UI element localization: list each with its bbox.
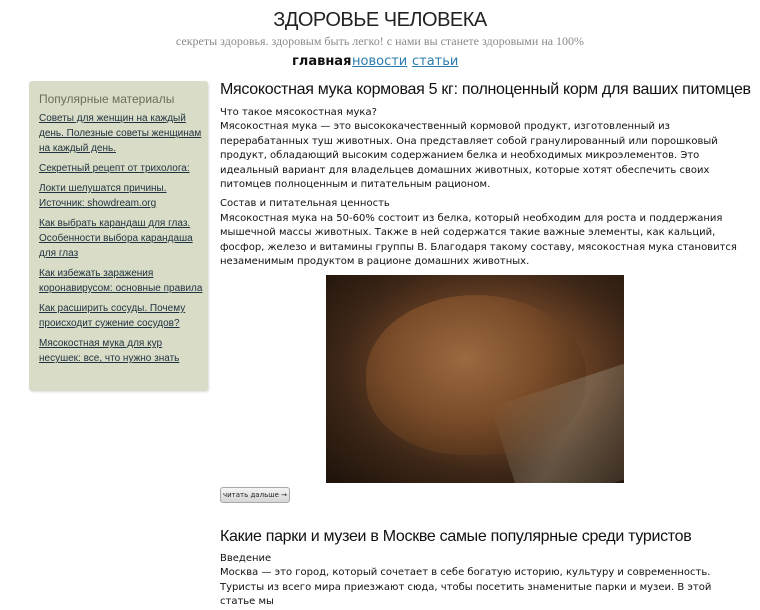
article-paragraph: Мясокостная мука на 50-60% состоит из белка, который необходим для роста и поддержания мышечной массы животных. Также в ней содержатся такие важные элементы, как кальций, фосфор, железо и витамины группы В. Благодаря такому составу, мясокостная мука становится незаменимым продуктом в рационе домашних животных. — [220, 212, 737, 268]
site-tagline: секреты здоровья. здоровым быть легко! с нами вы станете здоровыми на 100% — [175, 34, 585, 48]
article-body — [220, 552, 740, 610]
sidebar-link[interactable]: Мясокостная мука для кур несушек: все, что нужно знать — [39, 338, 180, 364]
nav-item-home[interactable]: главная — [292, 54, 352, 69]
article-paragraph: Мясокостная мука — это высококачественный кормовой продукт, изготовленный из перерабатанных туш животных. Она представляет собой гранулированный или порошковый продукт, обладающий высоким содержанием белка и необходимых микроэлементов. Это идеальный вариант для владельцев домашних животных, которые хотят обеспечить своих питомцев полноценным и питательным рационом. — [220, 121, 718, 191]
article-subheading: Состав и питательная ценность — [220, 198, 390, 210]
sidebar-link[interactable]: Секретный рецепт от трихолога: — [39, 163, 190, 174]
article-paragraph: Москва — это город, который сочетает в себе богатую историю, культуру и современность. Туристы из всего мира приезжают сюда, чтобы посетить знаменитые парки и музеи. В этой статье мы — [220, 567, 712, 608]
sidebar-list — [39, 111, 203, 371]
sidebar-link[interactable]: Как выбрать карандаш для глаз. Особенности выбора карандаша для глаз — [39, 218, 193, 259]
main-content — [220, 81, 751, 608]
article-image — [326, 275, 624, 483]
nav-item-news[interactable]: новости — [352, 54, 408, 69]
sidebar-link[interactable]: Как избежать заражения коронавирусом: основные правила — [39, 268, 203, 294]
sidebar-popular — [29, 81, 208, 391]
article-title[interactable]: Какие парки и музеи в Москве самые популярные среди туристов — [220, 528, 692, 545]
read-more-button[interactable]: читать дальше → — [220, 487, 290, 503]
site-title[interactable]: ЗДОРОВЬЕ ЧЕЛОВЕКА — [273, 9, 487, 31]
article-subheading: Что такое мясокостная мука? — [220, 107, 377, 118]
nav-item-articles[interactable]: статьи — [412, 54, 459, 69]
article-subheading: Введение — [220, 553, 272, 564]
sidebar-link[interactable]: Как расширить сосуды. Почему происходит сужение сосудов? — [39, 303, 186, 329]
sidebar-title: Популярные материалы — [39, 92, 175, 106]
sidebar-link[interactable]: Советы для женщин на каждый день. Полезные советы женщинам на каждый день. — [39, 113, 202, 154]
sidebar-link[interactable]: Локти шелушатся причины. Источник: showdream.org — [39, 183, 167, 209]
article-title[interactable]: Мясокостная мука кормовая 5 кг: полноценный корм для ваших питомцев — [220, 81, 751, 98]
